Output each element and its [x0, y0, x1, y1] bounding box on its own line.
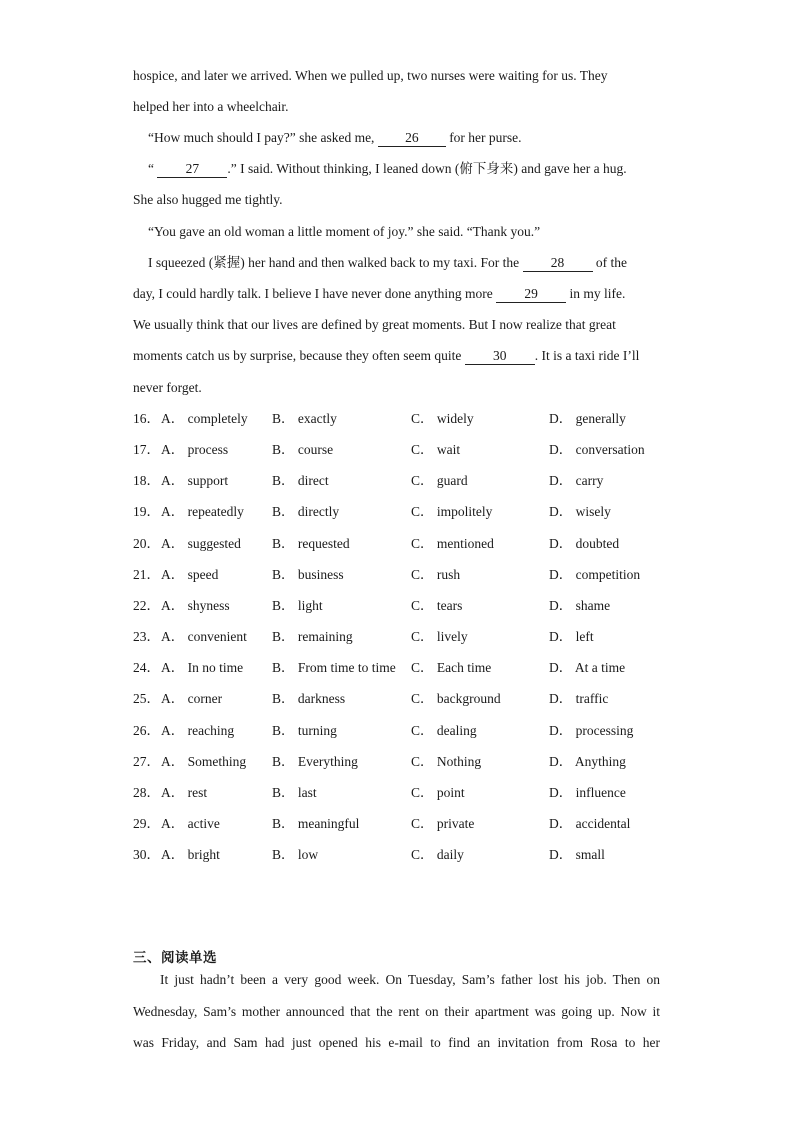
- question-row: [133, 814, 693, 834]
- question-number: 18．: [133, 473, 160, 489]
- passage-text: “: [148, 161, 158, 176]
- question-number: 16．: [133, 411, 160, 426]
- question-row: [133, 627, 693, 647]
- question-number: 22．: [133, 597, 160, 613]
- reading-line: Wednesday, Sam’s mother announced that the rent on their apartment was going up. Now it: [133, 1004, 660, 1019]
- option-a[interactable]: A． active: [161, 815, 220, 831]
- option-b[interactable]: B． Everything: [272, 753, 358, 769]
- option-c[interactable]: C． dealing: [411, 722, 477, 738]
- option-d[interactable]: D． shame: [549, 597, 611, 613]
- passage-text: moments catch us by surprise, because they often seem quite: [133, 348, 465, 363]
- passage-text: of the: [592, 255, 628, 270]
- option-a[interactable]: A． repeatedly: [161, 504, 244, 520]
- question-number: 26．: [133, 722, 160, 738]
- passage-text: . It is a taxi ride I’ll: [534, 348, 640, 363]
- question-number: 25．: [133, 691, 160, 707]
- option-b[interactable]: B． turning: [272, 722, 337, 738]
- question-number: 23．: [133, 629, 160, 645]
- option-b[interactable]: B． light: [272, 597, 323, 613]
- option-d[interactable]: D． processing: [549, 722, 634, 738]
- option-c[interactable]: C． mentioned: [411, 535, 494, 551]
- option-c[interactable]: C． impolitely: [411, 504, 493, 520]
- passage-line: We usually think that our lives are defined by great moments. But I now realize that great: [133, 317, 616, 332]
- question-row: [133, 502, 693, 522]
- option-c[interactable]: C． Nothing: [411, 753, 482, 769]
- option-c[interactable]: C． guard: [411, 473, 468, 489]
- option-b[interactable]: B． darkness: [272, 691, 346, 707]
- blank-30[interactable]: 30: [465, 348, 535, 365]
- option-a[interactable]: A． Something: [161, 753, 247, 769]
- option-c[interactable]: C． background: [411, 691, 501, 707]
- question-row: [133, 689, 693, 709]
- passage-line: [148, 253, 627, 273]
- passage-text: day, I could hardly talk. I believe I have never done anything more: [133, 286, 497, 301]
- question-number: 17．: [133, 442, 160, 458]
- question-row: [133, 845, 693, 865]
- passage-line: [133, 284, 625, 304]
- option-a[interactable]: A． support: [161, 473, 229, 489]
- option-b[interactable]: B． last: [272, 784, 317, 800]
- section-title: 三、阅读单选: [133, 950, 217, 966]
- option-a[interactable]: A． process: [161, 442, 229, 458]
- question-number: 27．: [133, 753, 160, 769]
- option-a[interactable]: A． shyness: [161, 597, 230, 613]
- option-d[interactable]: D． small: [549, 847, 605, 863]
- option-a[interactable]: A． suggested: [161, 535, 241, 551]
- option-d[interactable]: D． doubted: [549, 535, 620, 551]
- option-d[interactable]: D． At a time: [549, 660, 626, 676]
- option-d[interactable]: D． conversation: [549, 442, 645, 458]
- question-row: [133, 752, 693, 772]
- passage-line: “You gave an old woman a little moment of joy.” she said. “Thank you.”: [148, 224, 541, 239]
- option-b[interactable]: B． requested: [272, 535, 350, 551]
- blank-26[interactable]: 26: [378, 130, 446, 147]
- passage-line: hospice, and later we arrived. When we pulled up, two nurses were waiting for us. They: [133, 68, 608, 83]
- reading-line: was Friday, and Sam had just opened his e-mail to find an invitation from Rosa to her: [133, 1035, 660, 1050]
- passage-line: [148, 159, 627, 179]
- option-c[interactable]: C． lively: [411, 629, 468, 645]
- blank-29[interactable]: 29: [496, 286, 566, 303]
- option-c[interactable]: C． tears: [411, 597, 463, 613]
- question-number: 30．: [133, 847, 160, 863]
- option-d[interactable]: D． competition: [549, 566, 641, 582]
- question-row: [133, 658, 693, 678]
- option-a[interactable]: A． completely: [161, 411, 248, 426]
- passage-text: .” I said. Without thinking, I leaned down (俯下身来) and gave her a hug.: [227, 161, 627, 176]
- question-number: 19．: [133, 504, 160, 520]
- question-row: [133, 534, 693, 554]
- option-b[interactable]: B． From time to time: [272, 660, 396, 676]
- option-b[interactable]: B． course: [272, 442, 334, 458]
- option-b[interactable]: B． directly: [272, 504, 340, 520]
- option-c[interactable]: C． rush: [411, 566, 461, 582]
- passage-text: “How much should I pay?” she asked me,: [148, 130, 378, 145]
- option-b[interactable]: B． low: [272, 847, 319, 863]
- question-row: [133, 596, 693, 616]
- option-a[interactable]: A． corner: [161, 691, 223, 707]
- question-number: 28．: [133, 784, 160, 800]
- option-c[interactable]: C． wait: [411, 442, 461, 458]
- passage-text: I squeezed (紧握) her hand and then walked back to my taxi. For the: [148, 255, 523, 270]
- question-row: [133, 721, 693, 741]
- passage-line: never forget.: [133, 380, 202, 395]
- option-d[interactable]: D． carry: [549, 473, 604, 489]
- blank-27[interactable]: 27: [157, 161, 227, 178]
- option-d[interactable]: D． accidental: [549, 815, 631, 831]
- question-row: [133, 440, 693, 460]
- option-b[interactable]: B． business: [272, 566, 344, 582]
- option-c[interactable]: C． Each time: [411, 660, 492, 676]
- passage-line: [148, 128, 522, 148]
- option-b[interactable]: B． meaningful: [272, 815, 360, 831]
- blank-28[interactable]: 28: [523, 255, 593, 272]
- option-d[interactable]: D． generally: [549, 411, 626, 426]
- option-a[interactable]: A． bright: [161, 847, 220, 863]
- option-c[interactable]: C． point: [411, 784, 465, 800]
- question-number: 20．: [133, 535, 160, 551]
- option-d[interactable]: D． left: [549, 629, 594, 645]
- option-c[interactable]: C． private: [411, 815, 475, 831]
- question-row: [133, 565, 693, 585]
- question-row: [133, 783, 693, 803]
- question-row: [133, 471, 693, 491]
- reading-line: It just hadn’t been a very good week. On Tuesday, Sam’s father lost his job. Then on: [160, 972, 660, 987]
- option-a[interactable]: A． In no time: [161, 660, 244, 676]
- passage-line: She also hugged me tightly.: [133, 192, 283, 207]
- option-a[interactable]: A． reaching: [161, 722, 235, 738]
- question-number: 29．: [133, 815, 160, 831]
- passage-text: in my life.: [566, 286, 626, 301]
- option-a[interactable]: A． convenient: [161, 629, 247, 645]
- passage-text: for her purse.: [445, 130, 522, 145]
- option-b[interactable]: B． remaining: [272, 629, 353, 645]
- question-row: [133, 409, 693, 429]
- option-b[interactable]: B． exactly: [272, 411, 337, 426]
- question-number: 21．: [133, 566, 160, 582]
- option-d[interactable]: D． wisely: [549, 504, 611, 520]
- passage-line: helped her into a wheelchair.: [133, 99, 289, 114]
- passage-line: [133, 346, 639, 366]
- option-d[interactable]: D． traffic: [549, 691, 609, 707]
- option-b[interactable]: B． direct: [272, 473, 329, 489]
- option-d[interactable]: D． influence: [549, 784, 626, 800]
- option-a[interactable]: A． rest: [161, 784, 208, 800]
- option-c[interactable]: C． widely: [411, 411, 474, 426]
- option-c[interactable]: C． daily: [411, 847, 464, 863]
- question-number: 24．: [133, 660, 160, 676]
- option-d[interactable]: D． Anything: [549, 753, 626, 769]
- option-a[interactable]: A． speed: [161, 566, 219, 582]
